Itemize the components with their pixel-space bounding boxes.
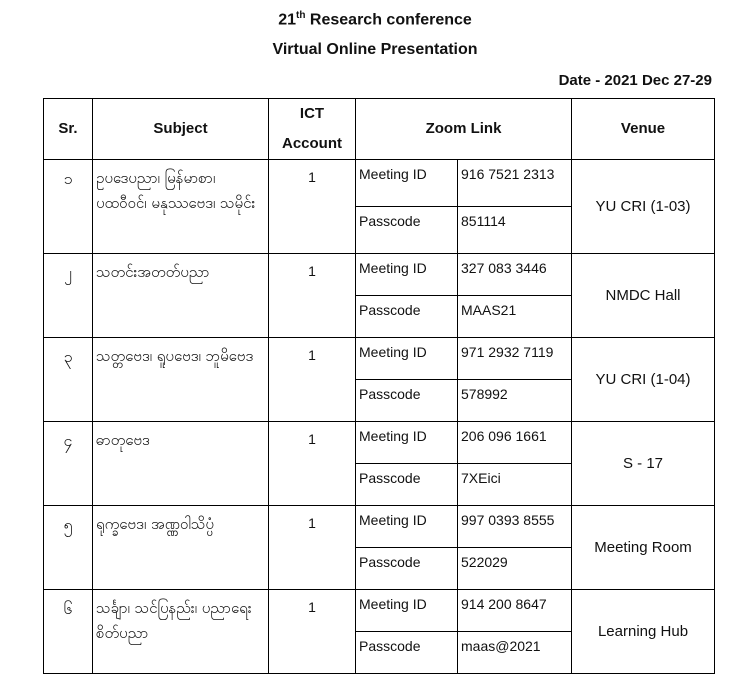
date-label: Date - 2021 Dec 27-29 [558, 72, 712, 89]
meeting-id-value: 206 096 1661 [458, 422, 572, 464]
row-sr: ၆ [44, 590, 93, 674]
meeting-id-label: Meeting ID [356, 506, 458, 548]
passcode-value: maas@2021 [458, 632, 572, 674]
passcode-value: 7XEici [458, 464, 572, 506]
row-sr: ၂ [44, 254, 93, 338]
table-row [44, 422, 715, 464]
meeting-id-value: 971 2932 7119 [458, 338, 572, 380]
row-venue: Learning Hub [572, 590, 715, 674]
col-header-sr: Sr. [44, 99, 93, 160]
meeting-id-label: Meeting ID [356, 254, 458, 296]
conference-suffix: th [296, 10, 306, 21]
row-venue: NMDC Hall [572, 254, 715, 338]
row-sr: ၅ [44, 506, 93, 590]
meeting-id-value: 916 7521 2313 [458, 160, 572, 207]
meeting-id-label: Meeting ID [356, 160, 458, 207]
row-ict: 1 [269, 422, 356, 506]
row-ict: 1 [269, 590, 356, 674]
meeting-id-label: Meeting ID [356, 590, 458, 632]
passcode-label: Passcode [356, 296, 458, 338]
table-header-row [44, 99, 715, 160]
passcode-label: Passcode [356, 207, 458, 254]
table-row [44, 338, 715, 380]
conference-title-text: Research conference [309, 11, 472, 29]
row-subject: ဓာတုဗေဒ [93, 422, 269, 506]
passcode-value: 522029 [458, 548, 572, 590]
table-row [44, 160, 715, 207]
passcode-label: Passcode [356, 380, 458, 422]
conference-title [0, 10, 750, 29]
col-header-venue: Venue [572, 99, 715, 160]
row-subject: သင်္ချာ၊ သင်ပြနည်း၊ ပညာရေးစိတ်ပညာ [93, 590, 269, 674]
row-subject: သတ္တဗေဒ၊ ရူပဗေဒ၊ ဘူမိဗေဒ [93, 338, 269, 422]
col-header-ict-line1: ICT [299, 105, 325, 122]
passcode-label: Passcode [356, 464, 458, 506]
col-header-ict-line2: Account [282, 135, 342, 152]
meeting-id-value: 997 0393 8555 [458, 506, 572, 548]
row-subject: ဥပဒေပညာ၊ မြန်မာစာ၊ ပထဝီဝင်၊ မနုဿဗေဒ၊ သမိုင်း [93, 160, 269, 254]
passcode-value: 578992 [458, 380, 572, 422]
row-sr: ၃ [44, 338, 93, 422]
row-sr: ၁ [44, 160, 93, 254]
row-sr: ၄ [44, 422, 93, 506]
passcode-label: Passcode [356, 548, 458, 590]
table-row [44, 590, 715, 632]
conference-number: 21 [278, 11, 297, 29]
table-row [44, 254, 715, 296]
table-row [44, 506, 715, 548]
meeting-id-label: Meeting ID [356, 422, 458, 464]
passcode-label: Passcode [356, 632, 458, 674]
col-header-zoom: Zoom Link [356, 99, 572, 160]
schedule-table [43, 98, 715, 674]
row-ict: 1 [269, 160, 356, 254]
meeting-id-label: Meeting ID [356, 338, 458, 380]
row-venue: YU CRI (1-04) [572, 338, 715, 422]
meeting-id-value: 914 200 8647 [458, 590, 572, 632]
col-header-subject: Subject [93, 99, 269, 160]
row-ict: 1 [269, 254, 356, 338]
col-header-ict [269, 99, 356, 160]
row-venue: YU CRI (1-03) [572, 160, 715, 254]
passcode-value: 851114 [458, 207, 572, 254]
passcode-value: MAAS21 [458, 296, 572, 338]
subtitle: Virtual Online Presentation [272, 41, 478, 58]
row-venue: S - 17 [572, 422, 715, 506]
row-subject: ရုက္ခဗေဒ၊ အဏ္ဏဝါသိပ္ပံ [93, 506, 269, 590]
row-ict: 1 [269, 338, 356, 422]
meeting-id-value: 327 083 3446 [458, 254, 572, 296]
row-venue: Meeting Room [572, 506, 715, 590]
row-subject: သတင်းအတတ်ပညာ [93, 254, 269, 338]
row-ict: 1 [269, 506, 356, 590]
